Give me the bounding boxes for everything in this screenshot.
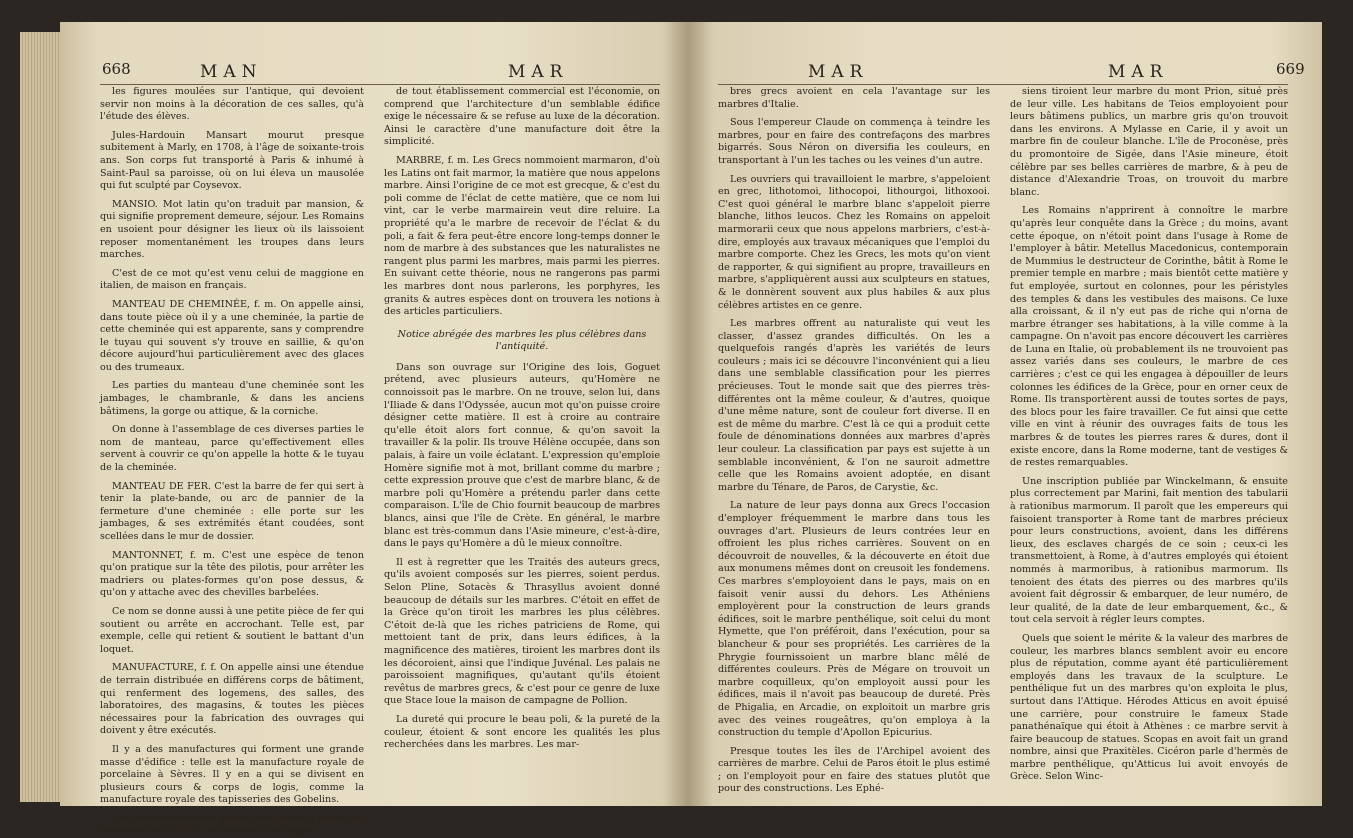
open-book [60,22,1322,837]
running-head-left: MAR [808,62,869,82]
section-heading: Notice abrégée des marbres les plus célèbres dans l'antiquité. [397,328,647,353]
page-number: 668 [102,60,131,78]
paragraph: MANUFACTURE, f. f. On appelle ainsi une étendue de terrain distribuée en différens corps de bâtiment, qui renferment des logemens, des salles, des laboratoires, des magasins, & toutes les pièces nécessaires pour la fabrication des ouvrages qui doivent y être exécutés. [100,662,364,737]
right-page [688,22,1322,806]
paragraph: La nature de leur pays donna aux Grecs l'occasion d'employer fréquemment le marbre dans tous les ouvrages d'art. Plusieurs de leurs contrées leur en offroient les plus riches carrières. Souvent on en découvroit de nouvelles, & la découverte en étoit due aux monumens mêmes dont on creusoit les fondemens. Ces marbres s'employoient dans le pays, mais on en faisoit venir aussi du dehors. Les Athéniens employèrent pour la construction de leurs grands édifices, soit le marbre penthélique, soit celui du mont Hymette, que l'on préféroit, dans l'exécution, pour sa blancheur & pour ses propriétés. Les carrières de la Phrygie fournissoient un marbre blanc mêlé de différentes couleurs. Près de Mégare on trouvoit un marbre coquilleux, qu'on employoit aussi pour les édifices, mais il n'avoit pas beaucoup de dureté. Près de Phigalia, en Arcadie, on exploitoit un marbre gris avec des veines rougeâtres, qu'on employa à la construction du temple d'Apollon Epicurius. [718,500,990,739]
running-head-right: MAR [1108,62,1169,82]
paragraph: Les parties du manteau d'une cheminée sont les jambages, le chambranle, & dans les anciens bâtimens, la gorge ou attique, & la corniche. [100,380,364,417]
right-column-1 [718,86,990,798]
paragraph: les figures moulées sur l'antique, qui devoient servir non moins à la décoration de ces salles, qu'à l'étude des élèves. [100,86,364,123]
paragraph: Une manufacture est un bâtiment dont la condition première est l'utilité ; & comme le principe [100,812,364,837]
left-page [60,22,688,837]
paragraph: La dureté qui procure le beau poli, & la pureté de la couleur, étoient & sont encore les qualités les plus recherchées dans les marbres. Les mar- [384,713,660,751]
header-rule [718,84,1288,85]
page-number: 669 [1276,60,1305,78]
paragraph: Les Romains n'apprirent à connoître le marbre qu'après leur conquête dans la Grèce ; du moins, avant cette époque, on n'étoit point dans l'usage à Rome de l'employer à bâtir. Metellus Macedonicus, contemporain de Mummius le destructeur de Corinthe, bâtit à Rome le premier temple en marbre ; mais bientôt cette matière y fut employée, surtout en colonnes, pour les péristyles des temples & dans les vestibules des maisons. Ce luxe alla croissant, & il n'y eut pas de riche qui n'orna de marbre étranger ses habitations, à la ville comme à la campagne. On n'avoit pas encore découvert les carrières de Luna en Italie, où probablement ils ne trouvoient pas assez variés dans ses couleurs, le marbre de ces carrières ; c'est ce qui les engagea à dépouiller de leurs colonnes les édifices de la Grèce, pour en orner ceux de Rome. Ils transportèrent aussi de toutes sortes de pays, des blocs pour les faire travailler. Ce fut ainsi que cette ville en vint à réunir des ouvrages faits de tous les marbres & de toutes les pierres rares & dures, dont il existe encore, dans la Rome moderne, tant de vestiges & de restes remarquables. [1010,205,1288,469]
paragraph: de tout établissement commercial est l'économie, on comprend que l'architecture d'un semblable édifice exige le nécessaire & se refuse au luxe de la décoration. Ainsi le caractère d'une manufacture doit être la simplicité. [384,86,660,148]
running-head-right: MAR [508,62,569,82]
paragraph: MARBRE, f. m. Les Grecs nommoient marmaron, d'où les Latins ont fait marmor, la matière que nous appelons marbre. Ainsi l'origine de ce mot est grecque, & c'est du poli comme de l'éclat de cette matière, que ce nom lui vint, car le verbe marmairein veut dire reluire. La propriété qu'a le marbre de recevoir de l'éclat & du poli, a fait & fera peut-être encore long-temps donner le nom de marbre à des substances que les naturalistes ne rangent plus parmi les marbres, mais parmi les pierres. En suivant cette théorie, nous ne rangerons pas parmi les marbres dont nous parlerons, les porphyres, les granits & autres espèces dont on trouvera les notions à des articles particuliers. [384,154,660,318]
left-column-2 [384,86,660,798]
paragraph: MANTONNET, f. m. C'est une espèce de tenon qu'on pratique sur la tête des pilotis, pour arrêter les madriers ou plates-formes qu'on pose dessus, & qu'on y attache avec des chevilles barbelées. [100,549,364,599]
paragraph: siens tiroient leur marbre du mont Prion, situé près de leur ville. Les habitans de Teios employoient pour leurs bâtimens publics, un marbre gris qu'on trouvoit dans les environs. A Mylasse en Carie, il y avoit un marbre fin de couleur blanche. L'île de Proconèse, près du promontoire de Sigée, dans l'Asie mineure, étoit célèbre par ses belles carrières de marbre, & à peu de distance d'Alexandrie Troas, on trouvoit du marbre blanc. [1010,86,1288,198]
paragraph: C'est de ce mot qu'est venu celui de maggione en italien, de maison en français. [100,267,364,292]
running-head-left: MAN [200,62,263,82]
paragraph: Sous l'empereur Claude on commença à teindre les marbres, pour en faire des contrefaçons des marbres bigarrés. Sous Néron on diversifia les couleurs, en transportant à l'un les taches ou les veines d'un autre. [718,117,990,166]
paragraph: On donne à l'assemblage de ces diverses parties le nom de manteau, parce qu'effectivement elles servent à couvrir ce qu'on appelle la hotte & le tuyau de la cheminée. [100,424,364,474]
paragraph: Quels que soient le mérite & la valeur des marbres de couleur, les marbres blancs semblent avoir eu encore plus de réputation, comme ayant été particulièrement employés dans les travaux de la sculpture. Le penthélique fut un des marbres qu'on exploita le plus, surtout dans l'Attique. Hérodes Atticus en avoit épuisé une carrière, pour construire le fameux Stade panathénaïque qui étoit à Athènes : ce marbre servit à faire beaucoup de statues. Scopas en avoit fait un grand nombre, ainsi que Praxitèles. Cicéron parle d'hermès de marbre penthélique, qu'Atticus lui avoit envoyés de Grèce. Selon Winc- [1010,632,1288,783]
paragraph: Ce nom se donne aussi à une petite pièce de fer qui soutient ou arrête en accrochant. Telle est, par exemple, celle qui retient & soutient le battant d'un loquet. [100,605,364,655]
paragraph: Les marbres offrent au naturaliste qui veut les classer, d'assez grandes difficultés. On les a quelquefois rangés d'après les variétés de leurs couleurs ; mais ici se découvre l'inconvénient qui a lieu dans une semblable classification pour les pierres précieuses. Tout le monde sait que des pierres très-différentes ont la même couleur, & d'autres, quoique d'une même nature, sont de couleur fort diverse. Il en est de même du marbre. C'est là ce qui a produit cette foule de dénominations données aux marbres d'après leur couleur. La classification par pays est sujette à un semblable inconvénient, & l'on ne sauroit admettre celle que les Romains avoient adoptée, en disant marbre du Ténare, de Paros, de Carystie, &c. [718,318,990,493]
paragraph: Dans son ouvrage sur l'Origine des lois, Goguet prétend, avec plusieurs auteurs, qu'Homère ne connoissoit pas le marbre. On ne trouve, selon lui, dans l'Iliade & dans l'Odyssée, aucun mot qu'on puisse croire désigner cette matière. Il est à croire au contraire qu'elle étoit alors fort connue, & qu'on savoit la travailler & la polir. Ils trouve Hélène occupée, dans son palais, à faire un voile éclatant. L'expression qu'emploie Homère signifie mot à mot, brillant comme du marbre ; cette expression prouve que c'est de marbre blanc, & de marbre poli qu'Homère a prétendu parler dans cette comparaison. L'île de Chio fournit beaucoup de marbres blancs, ainsi que l'île de Crète. En général, le marbre blanc est très-commun dans l'Asie mineure, c'est-à-dire, dans le pays qu'Homère a dû le mieux connoître. [384,361,661,550]
paragraph: Presque toutes les îles de l'Archipel avoient des carrières de marbre. Celui de Paros étoit le plus estimé ; on l'employoit pour en faire des statues plutôt que pour des constructions. Les Ephé- [718,745,990,795]
paragraph: Les ouvriers qui travailloient le marbre, s'appeloient en grec, lithotomoi, lithocopoi, lithourgoi, lithoxooi. C'est quoi général le marbre blanc s'appeloit pierre blanche, lithos leucos. Chez les Romains on appeloit marmorarii ceux que nous appelons marbriers, c'est-à-dire, employés aux travaux mécaniques que l'emploi du marbre comporte. Chez les Grecs, les mots qu'on vient de rapporter, & qui signifient au propre, travailleurs en marbre, s'appliquèrent aussi aux sculpteurs en statues, & le donnèrent souvent aux plus habiles & aux plus célèbres artistes en ce genre. [718,173,990,311]
paragraph: MANTEAU DE CHEMINÉE, f. m. On appelle ainsi, dans toute pièce où il y a une cheminée, la partie de cette cheminée qui est apparente, sans y comprendre le tuyau qui souvent s'y trouve en saillie, & qu'on décore aujourd'hui particulièrement avec des glaces ou des trumeaux. [100,298,364,373]
paragraph: Jules-Hardouin Mansart mourut presque subitement à Marly, en 1708, à l'âge de soixante-trois ans. Son corps fut transporté à Paris & inhumé à Saint-Paul sa paroisse, où on lui éleva un mausolée qui fut sculpté par Coysevox. [100,129,364,192]
paragraph: Il y a des manufactures qui forment une grande masse d'édifice : telle est la manufacture royale de porcelaine à Sèvres. Il y en a qui se divisent en plusieurs cours & corps de logis, comme la manufacture royale des tapisseries des Gobelins. [100,743,364,806]
page-edges [20,32,64,802]
paragraph: bres grecs avoient en cela l'avantage sur les marbres d'Italie. [718,86,990,110]
paragraph: Une inscription publiée par Winckelmann, & ensuite plus correctement par Marini, fait mention des tabularii à rationibus marmorum. Il paroît que les empereurs qui faisoient transporter à Rome tant de marbres précieux pour leurs constructions, avoient, dans les différens lieux, des esclaves chargés de ce soin ; ceux-ci les transmettoient, à Rome, à d'autres employés qui étoient nommés à marmoribus, à rationibus marmorum. Ils tenoient des états des pierres ou des marbres qu'ils avoient fait dégrossir & embarquer, de leur numéro, de leur qualité, de la date de leur embarquement, &c., & tout cela servoit à régler leurs comptes. [1010,475,1288,626]
paragraph: MANTEAU DE FER. C'est la barre de fer qui sert à tenir la plate-bande, ou arc de pannier de la fermeture d'une cheminée : elle porte sur les jambages, & ses extrémités étant coudées, sont scellées dans le mur de dossier. [100,480,364,542]
paragraph: MANSIO. Mot latin qu'on traduit par mansion, & qui signifie proprement demeure, séjour. Les Romains en usoient pour désigner les lieux où ils laissoient reposer momentanément les troupes dans leurs marches. [100,198,365,261]
paragraph: Il est à regretter que les Traités des auteurs grecs, qu'ils avoient composés sur les pierres, soient perdus. Selon Pline, Sotacès & Thrasyllus avoient donné beaucoup de détails sur les marbres. C'étoit en effet de la Grèce qu'on tiroit les marbres les plus célèbres. C'étoit de-là que les riches patriciens de Rome, qui mettoient tant de prix, dans leurs édifices, à la magnificence des matières, tiroient les marbres dont ils les décoroient, ainsi que l'indique Juvénal. Les palais ne paroissoient magnifiques, qu'autant qu'ils étoient revêtus de marbres grecs, & c'est pour ce genre de luxe que Stace loue la maison de campagne de Pollion. [384,556,660,707]
right-column-2 [1010,86,1288,798]
left-column-1 [100,86,365,837]
header-rule [100,84,660,85]
